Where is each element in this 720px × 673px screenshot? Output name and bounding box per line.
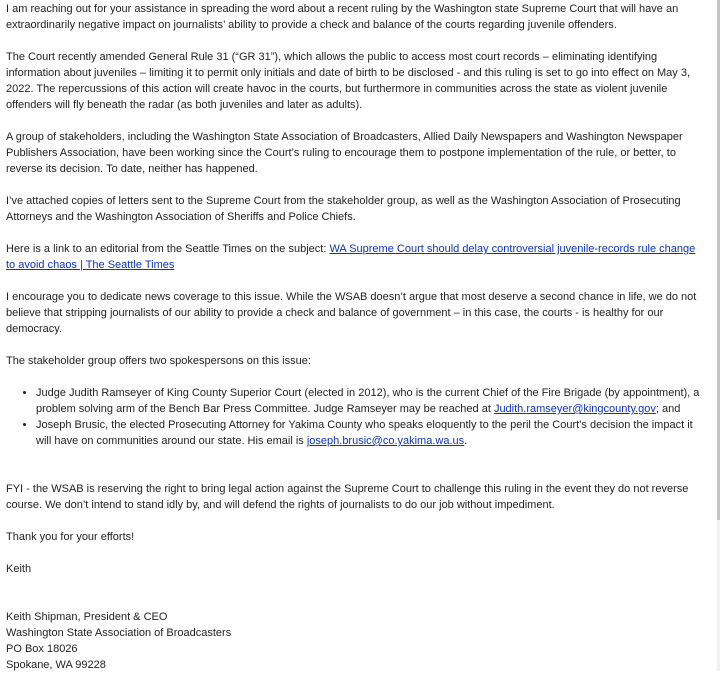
paragraph-intro: I am reaching out for your assistance in spreading the word about a recent ruling by the Washington state Supreme Court that will have an extraordinarily negative impact on journalists’ ability to provide a check and balance of the courts regarding juvenile offenders.: [6, 3, 679, 31]
spacer: [6, 593, 700, 609]
spokesperson-1-suffix: ; and: [655, 403, 681, 415]
signature-organization: Washington State Association of Broadcasters: [6, 627, 232, 639]
paragraph-stakeholders: A group of stakeholders, including the Washington State Association of Broadcasters, Allied Daily Newspapers and Washington Newspaper Publishers Association, have been working since the Court’s ruling to encourage them to postpone implementation of the rule, or better, to reverse its decision. To date, neither has happened.: [6, 131, 683, 175]
paragraph-gr31: The Court recently amended General Rule 31 (“GR 31”), which allows the public to access most court records – eliminating identifying information about juveniles – limiting it to permit only initials and date of birth to be disclosed - and this ruling is set to go into effect on May 3, 2022. The repercussions of this action will create havoc in the courts, but furthermore in communities across the state as violent juvenile offenders will fly beneath the radar (as both juveniles and later as adults).: [6, 51, 690, 111]
spokesperson-2-email-link[interactable]: joseph.brusic@co.yakima.wa.us: [306, 435, 465, 447]
signature-po-box: PO Box 18026: [6, 643, 78, 655]
paragraph-signoff-name: Keith: [6, 563, 32, 575]
spokesperson-1-email-link[interactable]: Judith.ramseyer@kingcounty.gov: [493, 403, 656, 415]
paragraph-fyi: FYI - the WSAB is reserving the right to bring legal action against the Supreme Court to challenge this ruling in the event they do not reverse course. We don’t intend to stand idly by, and will defend the rights of journalists to do our job without impediment.: [6, 483, 689, 511]
paragraph-letters: I’ve attached copies of letters sent to the Supreme Court from the stakeholder group, as well as the Washington Association of Prosecuting Attorneys and the Washington Association of Sheriffs and Police Chiefs.: [6, 195, 681, 223]
spacer: [6, 465, 700, 481]
signature-block: [6, 609, 700, 673]
spokesperson-2-text: Joseph Brusic, the elected Prosecuting Attorney for Yakima County who speaks eloquently to the peril the Court’s decision the impact it will have on communities around our state. His email is: [36, 419, 693, 447]
paragraph-thanks: Thank you for your efforts!: [6, 531, 135, 543]
paragraph-editorial: [6, 241, 700, 273]
list-item: [36, 385, 700, 417]
spokesperson-list: [6, 385, 700, 449]
paragraph-coverage: I encourage you to dedicate news coverage to this issue. While the WSAB doesn’t argue that most deserve a second chance in life, we do not believe that stripping journalists of our ability to provide a check and balance of government – in this case, the courts - is healthy for our democracy.: [6, 291, 697, 335]
paragraph-spokespersons: The stakeholder group offers two spokespersons on this issue:: [6, 355, 311, 367]
signature-city-state-zip: Spokane, WA 99228: [6, 659, 106, 671]
seattle-times-editorial-link[interactable]: WA Supreme Court should delay controversial juvenile-records rule change to avoid chaos | The Seattle Times: [6, 243, 696, 271]
spokesperson-2-suffix: .: [464, 435, 468, 447]
spokesperson-1-text: Judge Judith Ramseyer of King County Superior Court (elected in 2012), who is the current Chief of the Fire Brigade (by appointment), a problem solving arm of the Bench Bar Press Committee. Judge Ramseyer may be reached at: [36, 387, 700, 415]
signature-name-title: Keith Shipman, President & CEO: [6, 611, 168, 623]
editorial-intro-text: Here is a link to an editorial from the Seattle Times on the subject:: [6, 243, 330, 255]
email-body: [6, 1, 700, 673]
list-item: [36, 417, 700, 449]
